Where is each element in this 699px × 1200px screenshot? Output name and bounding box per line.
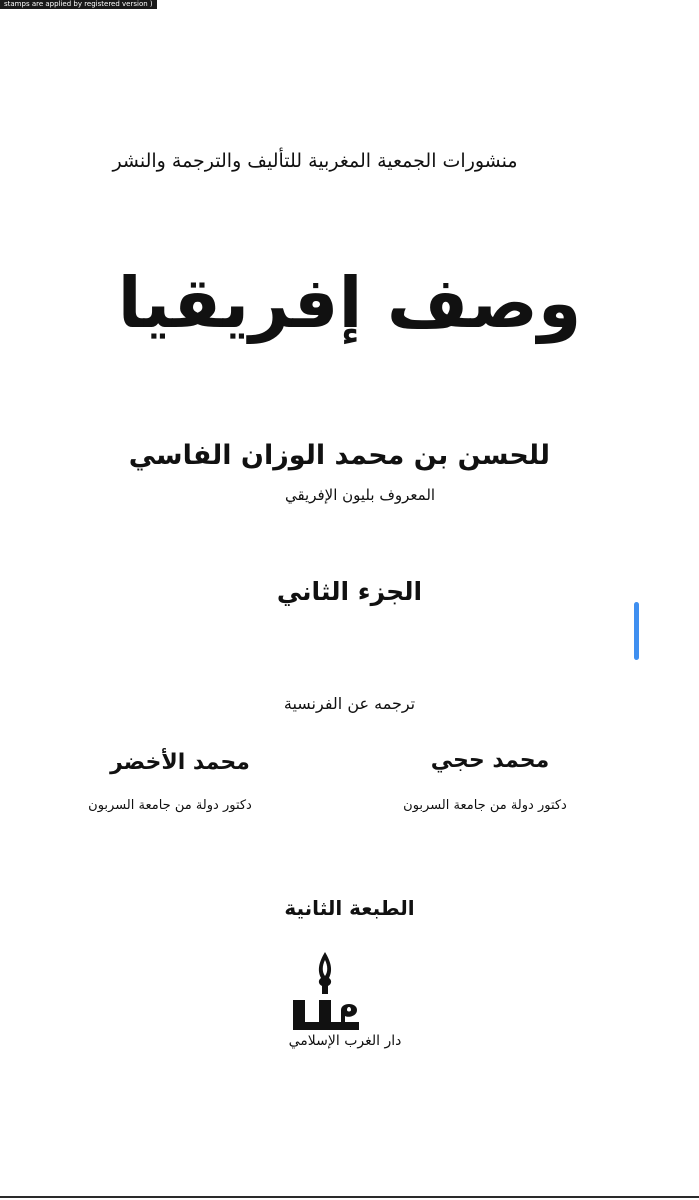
translated-from-label: ترجمه عن الفرنسية	[283, 694, 416, 713]
scroll-indicator[interactable]	[634, 602, 639, 660]
translator-name: محمد حجي	[430, 748, 550, 773]
author-known-as: المعروف بليون الإفريقي	[284, 486, 436, 504]
translator-name: محمد الأخضر	[110, 750, 250, 775]
volume-label: الجزء الثاني	[276, 577, 423, 606]
registration-stamp: stamps are applied by registered version )	[0, 0, 157, 9]
book-title: وصف إفريقيا	[117, 262, 582, 344]
author-name: للحسن بن محمد الوزان الفاسي	[128, 440, 550, 471]
translator-title: دكتور دولة من جامعة السربون	[403, 798, 567, 813]
publisher-name: دار الغرب الإسلامي	[288, 1033, 402, 1049]
translator-title: دكتور دولة من جامعة السربون	[88, 798, 252, 813]
edition-label: الطبعة الثانية	[284, 896, 415, 920]
publisher-series-line: منشورات الجمعية المغربية للتأليف والترجمة والنشر	[112, 150, 518, 172]
page-bottom-divider	[0, 1196, 699, 1198]
dar-al-gharb-logo-icon	[285, 948, 365, 1038]
